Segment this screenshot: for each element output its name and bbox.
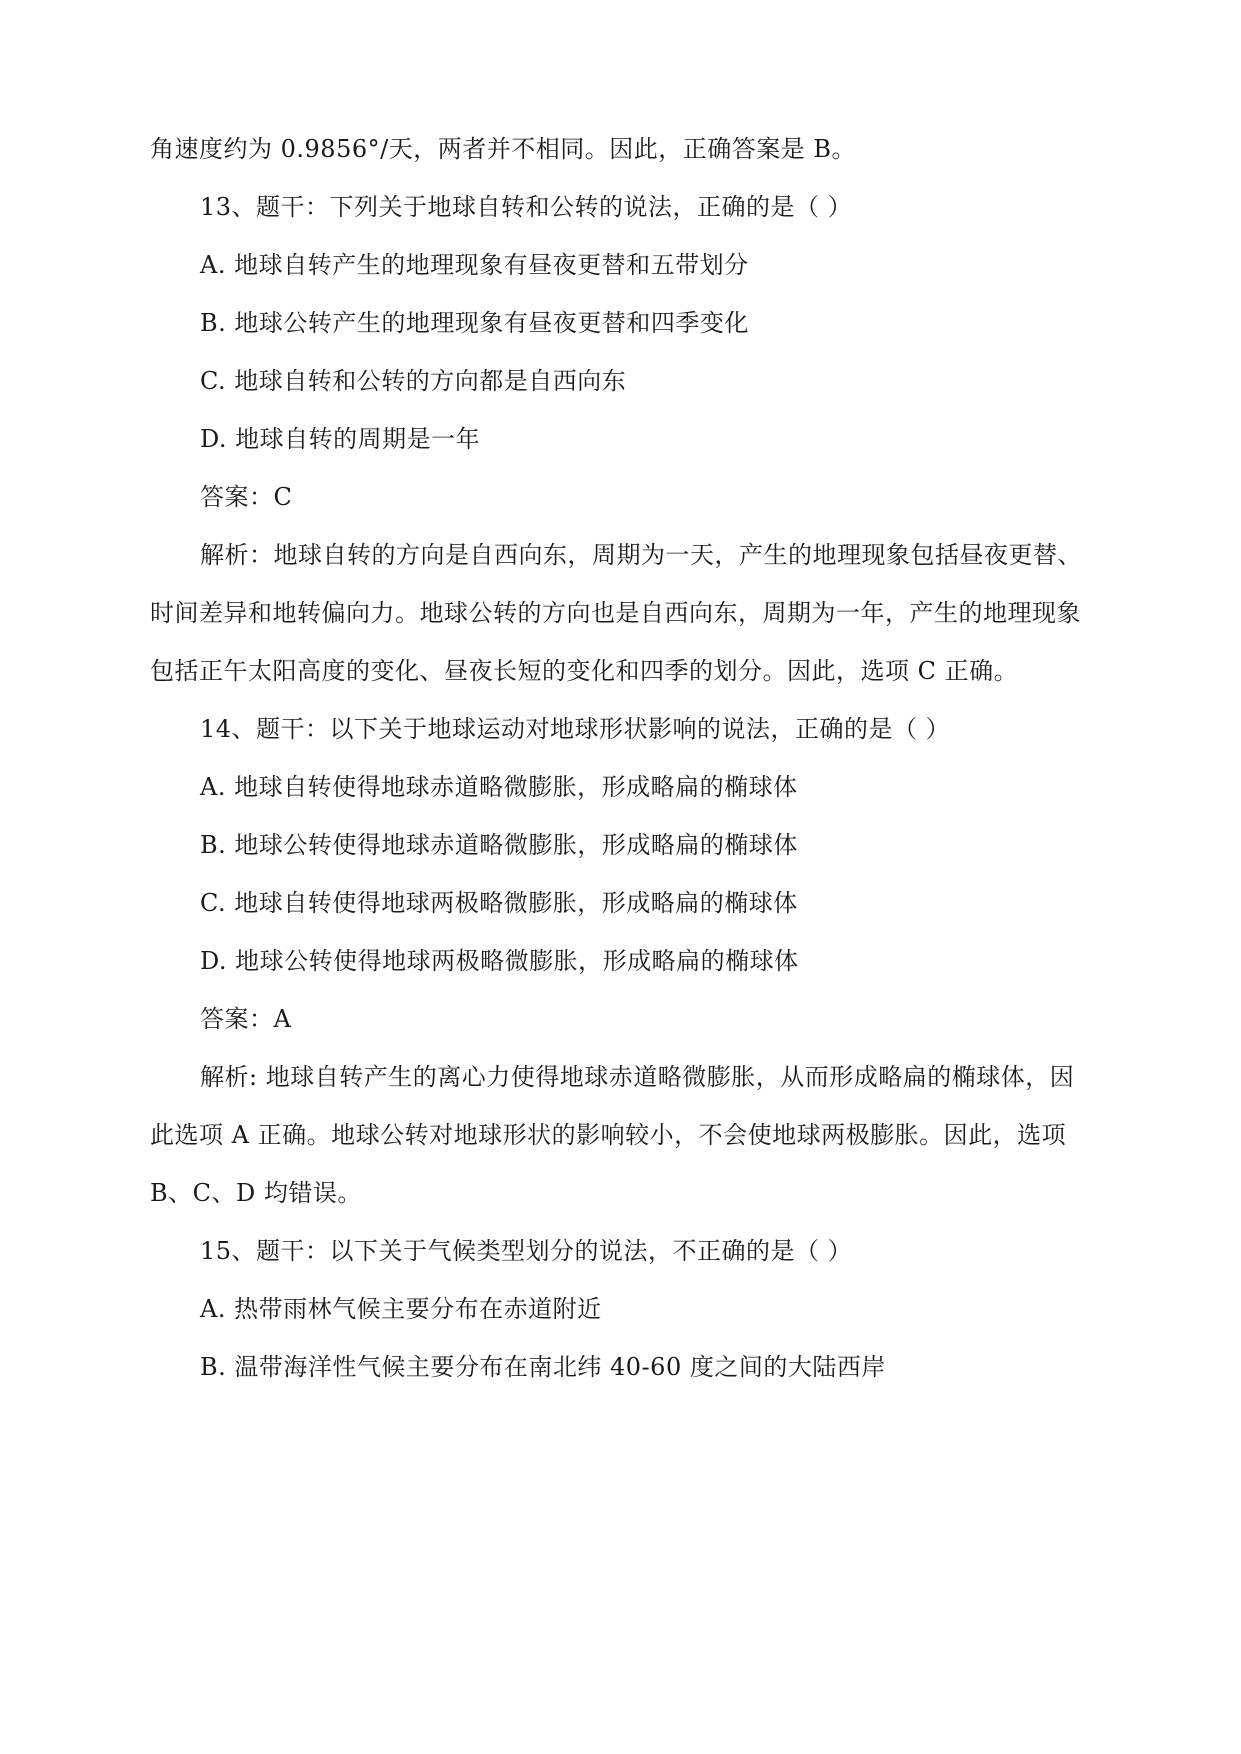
question-13-stem: 13、题干：下列关于地球自转和公转的说法，正确的是（ ） (200, 193, 853, 221)
question-13-option-b: B. 地球公转产生的地理现象有昼夜更替和四季变化 (200, 309, 749, 337)
text-line-q12-explanation-end: 角速度约为 0.9856°/天，两者并不相同。因此，正确答案是 B。 (150, 135, 856, 163)
question-13-option-c: C. 地球自转和公转的方向都是自西向东 (200, 367, 627, 395)
question-14-answer: 答案：A (200, 1005, 292, 1033)
question-13-explanation-line-1: 解析：地球自转的方向是自西向东，周期为一天，产生的地理现象包括昼夜更替、 (200, 541, 1082, 569)
question-15-option-a: A. 热带雨林气候主要分布在赤道附近 (200, 1295, 602, 1323)
question-14-option-c: C. 地球自转使得地球两极略微膨胀，形成略扁的椭球体 (200, 889, 798, 917)
question-14-option-d: D. 地球公转使得地球两极略微膨胀，形成略扁的椭球体 (200, 947, 799, 975)
question-13-answer: 答案：C (200, 483, 293, 511)
question-13-explanation-line-2: 时间差异和地转偏向力。地球公转的方向也是自西向东，周期为一年，产生的地理现象 (150, 599, 1081, 627)
question-13-option-d: D. 地球自转的周期是一年 (200, 425, 481, 453)
question-15-stem: 15、题干：以下关于气候类型划分的说法，不正确的是（ ） (200, 1237, 853, 1265)
question-14-option-b: B. 地球公转使得地球赤道略微膨胀，形成略扁的椭球体 (200, 831, 798, 859)
question-13-explanation-line-3: 包括正午太阳高度的变化、昼夜长短的变化和四季的划分。因此，选项 C 正确。 (150, 657, 1019, 685)
question-15-option-b: B. 温带海洋性气候主要分布在南北纬 40-60 度之间的大陆西岸 (200, 1353, 886, 1381)
question-14-option-a: A. 地球自转使得地球赤道略微膨胀，形成略扁的椭球体 (200, 773, 798, 801)
question-13-option-a: A. 地球自转产生的地理现象有昼夜更替和五带划分 (200, 251, 749, 279)
question-14-explanation-line-2: 此选项 A 正确。地球公转对地球形状的影响较小，不会使地球两极膨胀。因此，选项 (150, 1121, 1067, 1149)
question-14-stem: 14、题干：以下关于地球运动对地球形状影响的说法，正确的是（ ） (200, 715, 951, 743)
question-14-explanation-line-3: B、C、D 均错误。 (150, 1179, 362, 1207)
question-14-explanation-line-1: 解析: 地球自转产生的离心力使得地球赤道略微膨胀，从而形成略扁的椭球体，因 (200, 1063, 1075, 1091)
